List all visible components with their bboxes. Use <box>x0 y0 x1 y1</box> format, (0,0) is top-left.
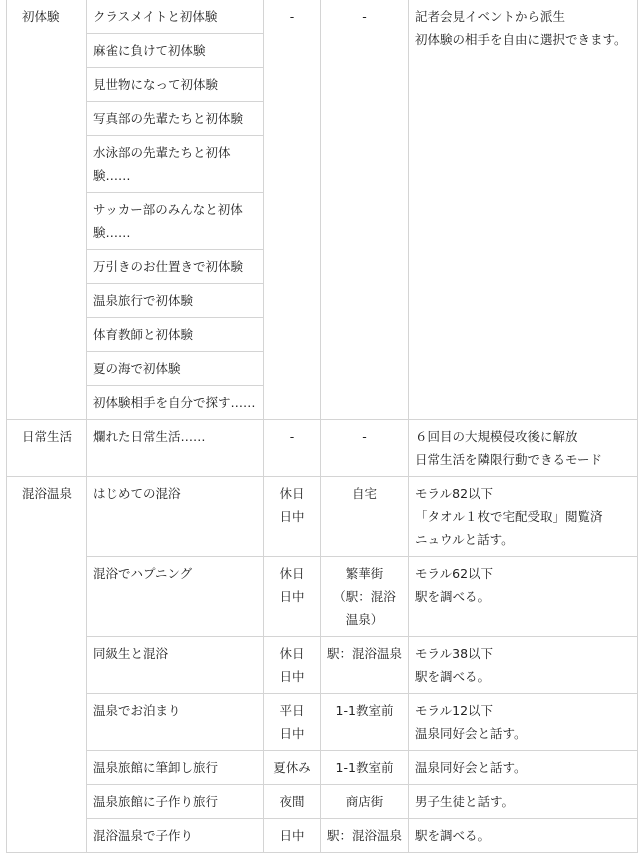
table-row <box>7 751 638 785</box>
event-cell: 混浴温泉で子作り <box>87 819 264 853</box>
table-row <box>7 637 638 694</box>
table-row <box>7 477 638 557</box>
event-cell: 見世物になって初体験 <box>87 68 264 102</box>
event-cell: サッカー部のみんなと初体験…… <box>87 193 264 250</box>
detail-cell <box>409 751 638 785</box>
time-cell <box>264 557 321 637</box>
category-cell: 初体験 <box>7 0 87 420</box>
event-cell: 温泉旅行で初体験 <box>87 284 264 318</box>
time-cell: - <box>264 0 321 420</box>
detail-line: モラル38以下 <box>415 646 494 661</box>
event-cell: 初体験相手を自分で探す…… <box>87 386 264 420</box>
detail-cell <box>409 694 638 751</box>
table-row <box>7 0 638 34</box>
time-cell <box>264 637 321 694</box>
detail-line: モラル62以下 <box>415 566 494 581</box>
detail-line: 駅を調べる。 <box>415 669 491 684</box>
time-line: 平日 <box>279 703 305 718</box>
place-cell: - <box>321 0 409 420</box>
detail-cell <box>409 819 638 853</box>
event-cell: 万引きのお仕置きで初体験 <box>87 250 264 284</box>
table-row <box>7 420 638 477</box>
detail-line: 温泉同好会と話す。 <box>415 760 527 775</box>
table-row <box>7 785 638 819</box>
detail-cell <box>409 557 638 637</box>
table-row <box>7 694 638 751</box>
event-cell: 水泳部の先輩たちと初体験…… <box>87 136 264 193</box>
event-cell: 温泉旅館に子作り旅行 <box>87 785 264 819</box>
event-cell: 写真部の先輩たちと初体験 <box>87 102 264 136</box>
detail-cell <box>409 477 638 557</box>
detail-line: 日常生活を隣限行動できるモード <box>415 452 603 467</box>
detail-line: 駅を調べる。 <box>415 828 491 843</box>
place-cell: 1-1教室前 <box>321 694 409 751</box>
time-cell: 夏休み <box>264 751 321 785</box>
event-cell: 爛れた日常生活…… <box>87 420 264 477</box>
place-cell: 1-1教室前 <box>321 751 409 785</box>
event-cell: 温泉旅館に筆卸し旅行 <box>87 751 264 785</box>
event-cell: 麻雀に負けて初体験 <box>87 34 264 68</box>
detail-line: ニュウルと話す。 <box>415 532 514 547</box>
place-cell: 商店街 <box>321 785 409 819</box>
table-row <box>7 557 638 637</box>
place-cell: 繁華街（駅：混浴温泉） <box>321 557 409 637</box>
time-line: 休日 <box>279 486 305 501</box>
event-cell: 混浴でハプニング <box>87 557 264 637</box>
detail-line: 初体験の相手を自由に選択できます。 <box>415 32 627 47</box>
detail-cell <box>409 420 638 477</box>
detail-line: 記者会見イベントから派生 <box>415 9 566 24</box>
place-cell: 駅：混浴温泉 <box>321 637 409 694</box>
detail-cell <box>409 637 638 694</box>
time-cell <box>264 694 321 751</box>
detail-line: モラル82以下 <box>415 486 494 501</box>
detail-line: ６回目の大規模侵攻後に解放 <box>415 429 578 444</box>
time-line: 日中 <box>279 589 305 604</box>
time-line: 日中 <box>279 509 305 524</box>
event-cell: はじめての混浴 <box>87 477 264 557</box>
place-cell: - <box>321 420 409 477</box>
time-line: 休日 <box>279 646 305 661</box>
event-cell: クラスメイトと初体験 <box>87 0 264 34</box>
event-cell: 体育教師と初体験 <box>87 318 264 352</box>
detail-cell <box>409 0 638 420</box>
event-table <box>6 0 638 853</box>
event-cell: 夏の海で初体験 <box>87 352 264 386</box>
time-line: 日中 <box>279 669 305 684</box>
category-cell: 混浴温泉 <box>7 477 87 853</box>
detail-line: 温泉同好会と話す。 <box>415 726 527 741</box>
table-row <box>7 819 638 853</box>
detail-line: モラル12以下 <box>415 703 494 718</box>
place-cell: 自宅 <box>321 477 409 557</box>
event-cell: 温泉でお泊まり <box>87 694 264 751</box>
time-line: 休日 <box>279 566 305 581</box>
time-cell: 日中 <box>264 819 321 853</box>
place-cell: 駅：混浴温泉 <box>321 819 409 853</box>
time-cell <box>264 477 321 557</box>
detail-cell <box>409 785 638 819</box>
category-cell: 日常生活 <box>7 420 87 477</box>
detail-line: 「タオル１枚で宅配受取」閲覧済 <box>415 509 603 524</box>
detail-line: 男子生徒と話す。 <box>415 794 515 809</box>
time-line: 日中 <box>279 726 305 741</box>
event-cell: 同級生と混浴 <box>87 637 264 694</box>
detail-line: 駅を調べる。 <box>415 589 491 604</box>
time-cell: - <box>264 420 321 477</box>
time-cell: 夜間 <box>264 785 321 819</box>
